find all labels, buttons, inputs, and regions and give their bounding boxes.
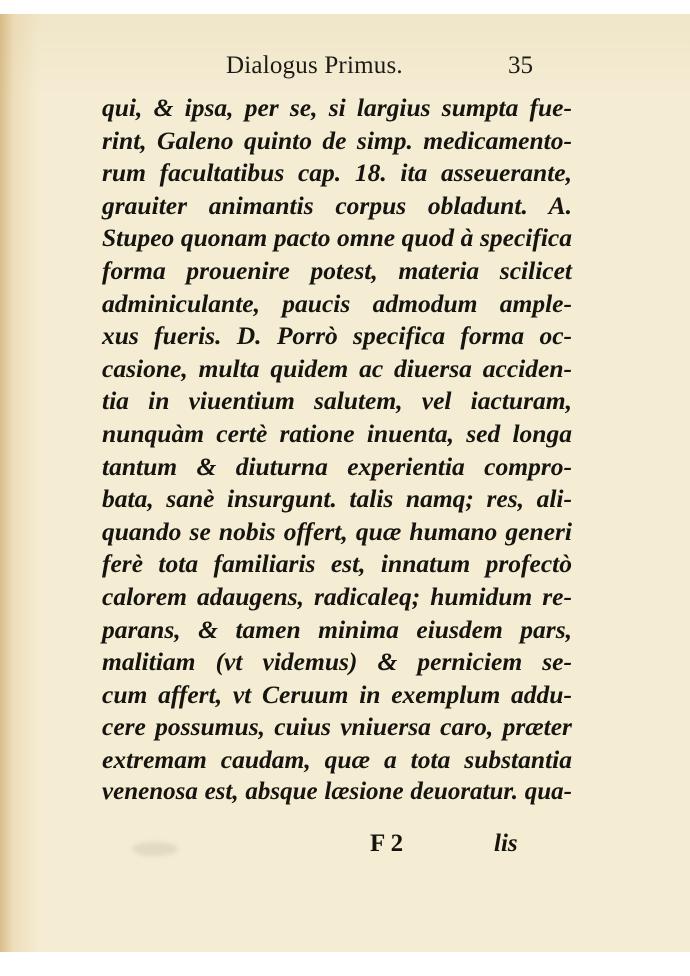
text-line: cere possumus, cuius vniuersa caro, præter [102,712,572,742]
text-line: Stupeo quonam pacto omne quod à specifica [102,223,572,253]
page-header [226,52,546,82]
text-line: qui, & ipsa, per se, si largius sumpta fue- [102,93,572,122]
text-line: forma prouenire potest, materia scilicet [102,255,572,285]
text-line: rum facultatibus cap. 18. ita asseuerante, [102,158,572,188]
text-line: casione, multa quidem ac diuersa acciden- [102,353,572,383]
text-line: extremam caudam, quæ a tota substantia [102,744,572,774]
text-line: bata, sanè insurgunt. talis namq; res, ali- [102,484,572,514]
page-number: 35 [508,52,533,79]
text-line: ferè tota familiaris est, innatum profectò [102,549,572,579]
text-line: tia in viuentium salutem, vel iacturam, [102,386,572,416]
text-line: venenosa est, absque læsione deuoratur. qua- [102,778,572,806]
text-line: tantum & diuturna experientia compro- [102,451,572,481]
text-line: xus fueris. D. Porrò specifica forma oc- [102,321,572,351]
text-line: parans, & tamen minima eiusdem pars, [102,614,572,644]
book-page [0,14,690,952]
text-line: cum affert, vt Ceruum in exemplum addu- [102,679,572,709]
text-line: quando se nobis offert, quæ humano generi [102,516,572,546]
signature-mark: F 2 [370,830,404,857]
text-line: rint, Galeno quinto de simp. medicamento- [102,125,572,155]
text-line: malitiam (vt videmus) & perniciem se- [102,647,572,677]
text-line: adminiculante, paucis admodum ample- [102,288,572,318]
running-title: Dialogus Primus. [226,52,403,79]
text-line: nunquàm certè ratione inuenta, sed longa [102,418,572,448]
body-text [102,92,572,809]
text-line: calorem adaugens, radicaleq; humidum re- [102,581,572,611]
page-footer [102,830,572,860]
text-line: grauiter animantis corpus obladunt. A. [102,190,572,220]
catchword: lis [494,830,518,857]
